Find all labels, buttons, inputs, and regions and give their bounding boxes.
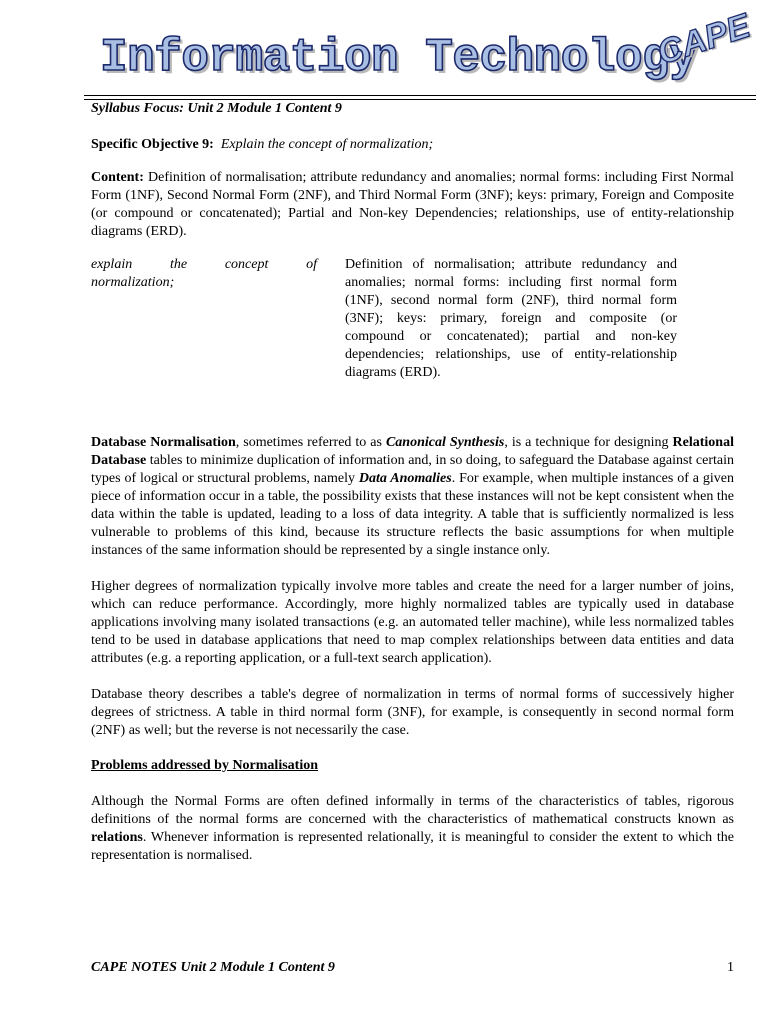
para4-text-1: Although the Normal Forms are often defined informally in terms of the characteristics of tables, rigorous definitions of the normal forms are concerned with the characteristics of mathematical constructs known as <box>91 794 734 827</box>
specific-objective <box>91 136 734 154</box>
page-number: 1 <box>727 960 734 975</box>
paragraph-database-theory: Database theory describes a table's degree of normalization in terms of normal forms of successively higher degrees of strictness. A table in third normal form (3NF), for example, is consequently in second normal form (2NF) as well; but the reverse is not necessarily the case. <box>91 687 734 738</box>
paragraph-higher-degrees: Higher degrees of normalization typically involve more tables and create the need for a larger number of joins, which can reduce performance. Accordingly, more highly normalized tables are typically used in database applications involving many isolated transactions (e.g. an automated teller machine), while less normalized tables tend to be used in database applications that need to map complex relationships between data entities and data attributes (e.g. a reporting application, or a full-text search application). <box>91 579 734 666</box>
paragraph-normalisation <box>91 434 734 560</box>
para1-text-2: , is a technique for designing <box>504 435 673 450</box>
term-database-normalisation: Database Normalisation <box>91 435 236 450</box>
syllabus-focus: Syllabus Focus: Unit 2 Module 1 Content 9 <box>91 101 342 116</box>
footer-title: CAPE NOTES Unit 2 Module 1 Content 9 <box>91 960 335 975</box>
banner-title: Information Technology <box>100 32 697 84</box>
para1-text-1: , sometimes referred to as <box>235 435 386 450</box>
content-paragraph <box>91 169 734 241</box>
objective-label: Specific Objective 9: <box>91 137 214 152</box>
header-banner <box>100 6 760 92</box>
term-canonical-synthesis: Canonical Synthesis <box>385 435 505 450</box>
term-relational-database: Relational Database <box>91 435 734 468</box>
banner-cape-logo: CAPE <box>652 6 755 73</box>
para1-text-4: . For example, when multiple instances of a given piece of information occur in a table, the possibility exists that these instances will not be kept consistent when the data within the table is updated, leading to a loss of data integrity. A table that is sufficiently normalized is less vulnerable to problems of this kind, because its structure reflects the basic assumptions for when multiple instances of the same information should be represented by a single instance only. <box>91 471 734 558</box>
objective-table-left-line1: explain the concept of <box>91 257 317 272</box>
objective-text: Explain the concept of normalization; <box>220 137 434 152</box>
objective-table-left <box>91 256 317 382</box>
header-rule <box>84 95 756 96</box>
term-data-anomalies: Data Anomalies <box>358 471 452 486</box>
page-footer <box>91 959 734 977</box>
objective-table <box>91 256 734 382</box>
para4-text-2: . Whenever information is represented relationally, it is meaningful to consider the extent to which the representation is normalised. <box>91 830 734 863</box>
content-label: Content: <box>91 170 144 185</box>
document-body <box>91 100 734 865</box>
objective-table-right: Definition of normalisation; attribute redundancy and anomalies; normal forms: including first normal form (1NF), second normal form (2NF), third normal form (3NF); keys: primary, foreign and composite (or compound or concatenated); partial and non-key dependencies; relationships, use of entity-relationship diagrams (ERD). <box>345 257 677 380</box>
paragraph-normal-forms <box>91 793 734 865</box>
para1-text-3: tables to minimize duplication of information and, in so doing, to safeguard the Database against certain types of logical or structural problems, namely <box>91 453 734 486</box>
content-text: Definition of normalisation; attribute redundancy and anomalies; normal forms: including First Normal Form (1NF), Second Normal Form (2NF), and Third Normal Form (3NF); keys: primary, Foreign and Composite (or compound or concatenated); Partial and Non-key Dependencies; relationships, use of entity-relationship diagrams (ERD). <box>91 170 734 239</box>
term-relations: relations <box>91 830 143 845</box>
section-heading: Problems addressed by Normalisation <box>91 758 318 773</box>
objective-table-left-line2: normalization; <box>91 275 175 290</box>
